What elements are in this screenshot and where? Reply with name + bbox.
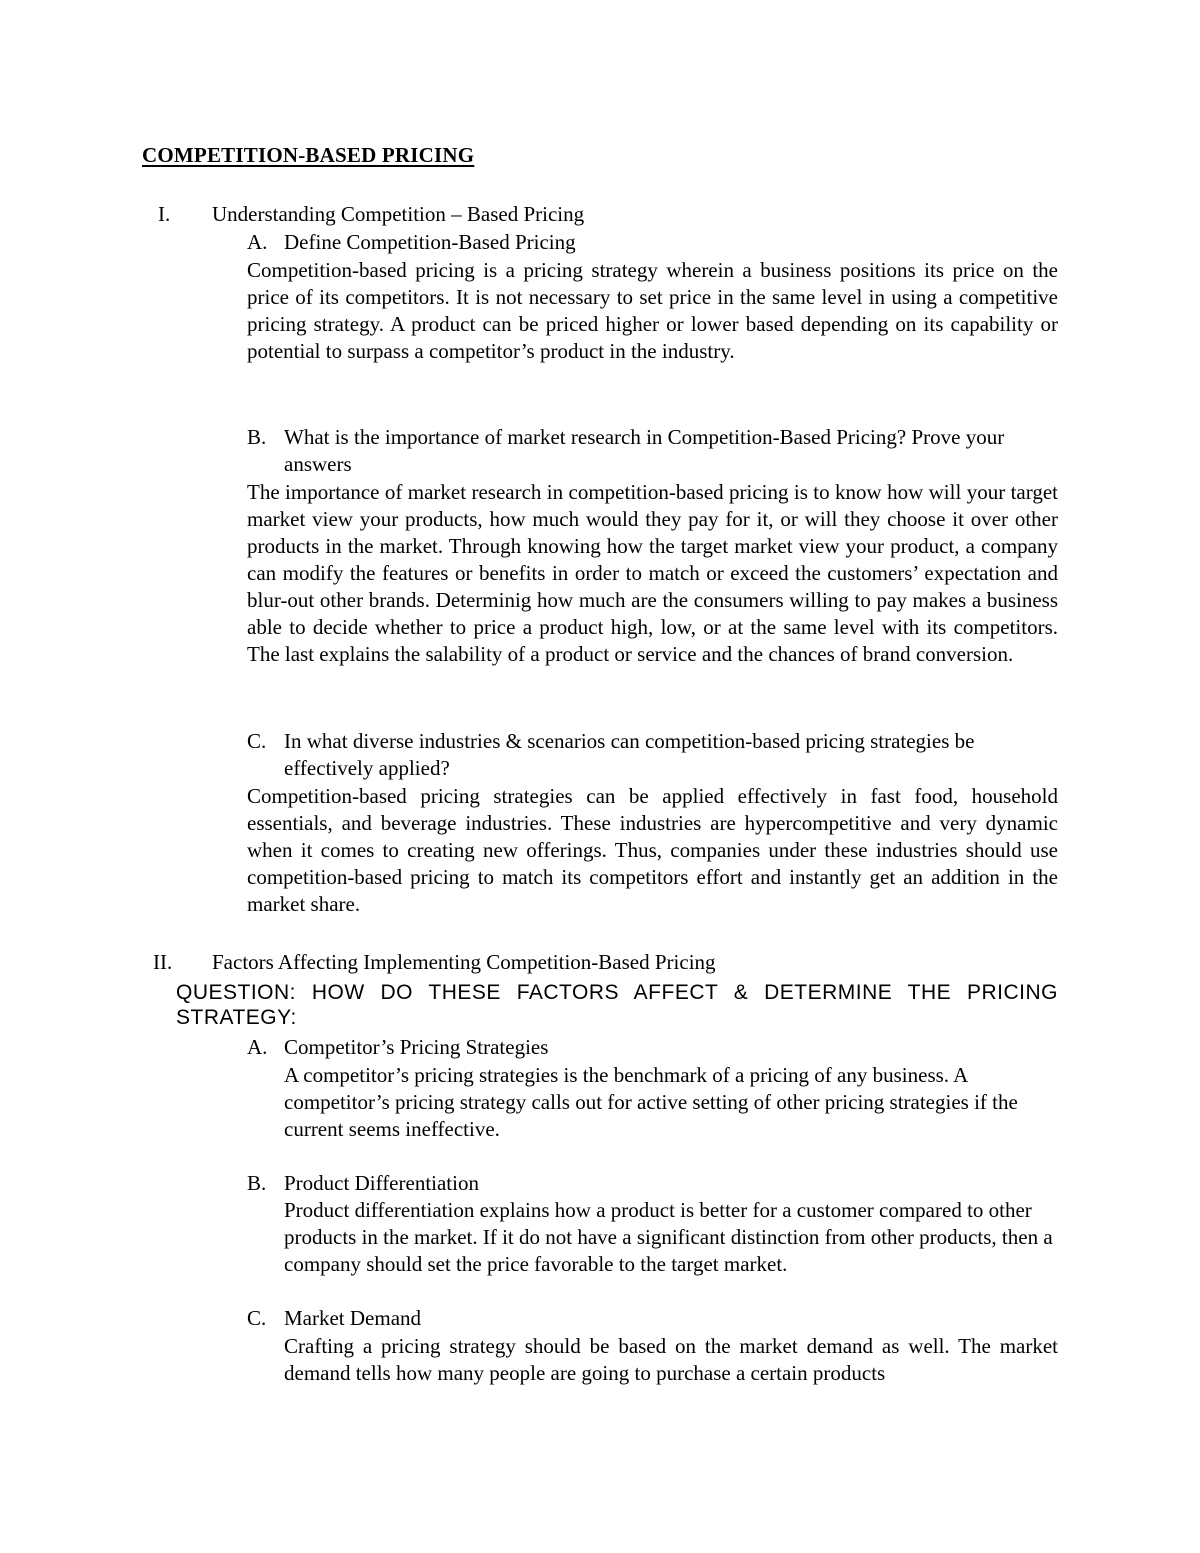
section-1-item-c	[247, 728, 1058, 782]
section-1-heading: Understanding Competition – Based Pricing	[212, 202, 585, 226]
item-label: B.	[247, 425, 267, 449]
section-2-item-b-body: Product differentiation explains how a product is better for a customer compared to other products in the market. If it do not have a significant distinction from other products, then a company should set the price favorable to the target market.	[284, 1198, 1053, 1276]
item-heading: Competitor’s Pricing Strategies	[284, 1035, 549, 1059]
item-heading: In what diverse industries & scenarios can competition-based pricing strategies be effectively applied?	[284, 729, 975, 780]
section-1-item-a	[247, 229, 1067, 256]
section-1-item-b-body: The importance of market research in competition-based pricing is to know how will your target market view your products, how much would they pay for it, or will they choose it over other products in the market. Through knowing how the target market view your product, a company can modify the features or benefits in order to match or exceed the customers’ expectation and blur-out other brands. Determinig how much are the consumers willing to pay makes a business able to decide whether to price a product high, low, or at the same level with its competitors. The last explains the salability of a product or service and the chances of brand conversion.	[247, 480, 1058, 666]
item-heading: Market Demand	[284, 1306, 422, 1330]
section-2-item-c-body: Crafting a pricing strategy should be based on the market demand as well. The market demand tells how many people are going to purchase a certain products	[284, 1334, 1058, 1385]
item-label: C.	[247, 1306, 267, 1330]
section-2-numeral: II.	[153, 950, 173, 974]
section-2-item-b	[247, 1170, 1058, 1197]
section-1-item-b	[247, 424, 1058, 478]
item-heading: Product Differentiation	[284, 1171, 479, 1195]
section-2-item-a	[247, 1034, 1058, 1061]
section-2-question: QUESTION: HOW DO THESE FACTORS AFFECT & DETERMINE THE PRICING STRATEGY:	[176, 981, 1058, 1029]
section-2-item-c	[247, 1305, 1058, 1332]
item-label: A.	[247, 1035, 268, 1059]
section-1-item-c-body: Competition-based pricing strategies can be applied effectively in fast food, household essentials, and beverage industries. These industries are hypercompetitive and very dynamic when it comes to creating new offerings. Thus, companies under these industries should use competition-based pricing to match its competitors effort and instantly get an addition in the market share.	[247, 784, 1058, 916]
section-2-item-a-body: A competitor’s pricing strategies is the benchmark of a pricing of any business. A competitor’s pricing strategy calls out for active setting of other pricing strategies if the current seems ineffective.	[284, 1063, 1018, 1141]
item-label: B.	[247, 1171, 267, 1195]
item-label: C.	[247, 729, 267, 753]
section-1-numeral: I.	[158, 202, 171, 226]
item-heading: Define Competition-Based Pricing	[284, 230, 576, 254]
section-1-item-a-body: Competition-based pricing is a pricing strategy wherein a business positions its price on the price of its competitors. It is not necessary to set price in the same level in using a competitive pricing strategy. A product can be priced higher or lower based depending on its capability or potential to surpass a competitor’s product in the industry.	[247, 258, 1058, 363]
document-title: COMPETITION-BASED PRICING	[142, 143, 475, 167]
item-heading: What is the importance of market research in Competition-Based Pricing? Prove your answers	[284, 425, 1005, 476]
section-2-heading: Factors Affecting Implementing Competition-Based Pricing	[212, 950, 716, 974]
item-label: A.	[247, 230, 268, 254]
